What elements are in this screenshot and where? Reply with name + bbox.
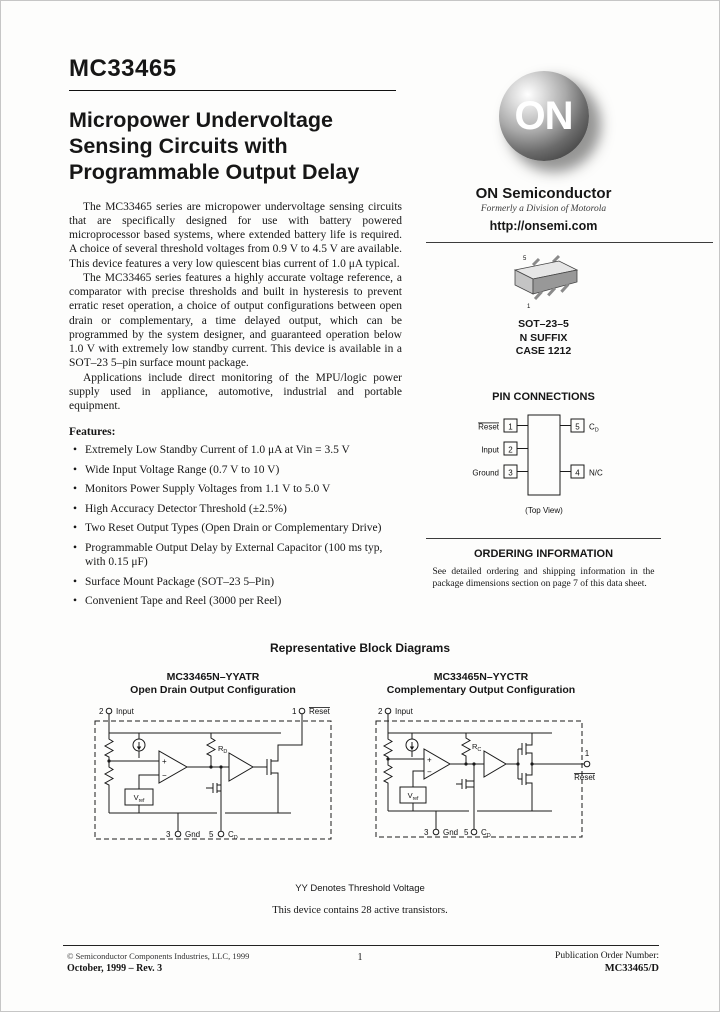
schematic-wires xyxy=(376,708,590,840)
pin2-number: 2 xyxy=(378,707,383,717)
pin-number: 5 xyxy=(574,422,580,432)
features-heading: Features: xyxy=(69,426,116,439)
package-pin1-label: 1 xyxy=(526,304,530,310)
transistor-count-note: This device contains 28 active transistors. xyxy=(272,905,448,916)
feature-item: • Surface Mount Package (SOT–23 5–Pin) xyxy=(73,575,402,589)
cd-pin-label: $C_D$ xyxy=(228,830,238,842)
right-column xyxy=(426,63,661,591)
feature-item: • Extremely Low Standby Current of 1.0 μA at Vin = 3.5 V xyxy=(73,443,402,457)
sot23-package-drawing xyxy=(499,253,589,313)
open-drain-subtitle: Open Drain Output Configuration xyxy=(130,684,296,697)
vref-label: $V_{ref}$ xyxy=(407,791,419,803)
ordering-information-text: See detailed ordering and shipping information in the package dimensions section on page 7 of this data sheet. xyxy=(432,566,655,590)
brand-url: http://onsemi.com xyxy=(489,219,598,233)
page-title-line-1: Micropower Undervoltage xyxy=(69,108,334,132)
intro-paragraph-2: The MC33465 series features a highly accurate voltage reference, a comparator with precise thresholds and built in hysteresis to prevent erratic reset operation, a choice of output configurations between open drain or complementary, a time delayed output, which can be programmed by the system designer, and guaranteed operation below 1.0 V with extremely low standby current. This device is available in a SOT–23 5–pin surface mount package. xyxy=(69,271,402,370)
comparator-minus: − xyxy=(162,771,167,781)
page-title xyxy=(69,107,402,186)
package-suffix: N SUFFIX xyxy=(519,331,568,344)
intro-paragraph-3: Applications include direct monitoring of the MPU/logic power supply used in appliance, automotive, industrial and portable equipment. xyxy=(69,371,402,413)
pin-number: 2 xyxy=(507,445,513,455)
block-diagrams-title: Representative Block Diagrams xyxy=(269,641,451,655)
input-pin-label: Input xyxy=(395,707,413,717)
schematic-wires xyxy=(95,708,331,842)
pin-label-cd: $C_D$ xyxy=(588,422,599,434)
divider-rule xyxy=(426,242,713,243)
pin1-number: 1 xyxy=(292,707,297,717)
left-column xyxy=(69,55,402,614)
pin3-number: 3 xyxy=(166,830,171,840)
feature-item: • Monitors Power Supply Voltages from 1.1 V to 5.0 V xyxy=(73,482,402,496)
pin-label-ground: Ground xyxy=(471,468,499,478)
pin1-number: 1 xyxy=(584,749,590,759)
package-body xyxy=(515,261,577,294)
pin2-number: 2 xyxy=(99,707,104,717)
on-logo xyxy=(499,71,589,161)
brand-name: ON Semiconductor xyxy=(475,185,612,202)
footer-rule xyxy=(63,945,659,946)
comparator-minus: − xyxy=(427,767,432,777)
footer-right xyxy=(555,951,659,974)
date-revision: October, 1999 – Rev. 3 xyxy=(67,963,163,974)
comparator-plus: + xyxy=(427,755,432,765)
pin-number: 4 xyxy=(574,468,580,478)
pin-number: 3 xyxy=(507,468,513,478)
gnd-pin-label: Gnd xyxy=(443,828,459,838)
title-rule xyxy=(69,90,396,91)
ordering-information-title: ORDERING INFORMATION xyxy=(473,547,614,560)
divider-rule xyxy=(426,538,661,539)
copyright-text: © Semiconductor Components Industries, LLC, 1999 xyxy=(67,951,250,961)
pin-label-reset: Reset xyxy=(477,422,499,432)
pin5-number: 5 xyxy=(464,828,469,838)
publication-order-label: Publication Order Number: xyxy=(555,951,659,961)
feature-item: • Programmable Output Delay by External Capacitor (100 ms typ, with 0.15 μF) xyxy=(73,541,402,570)
feature-item: • Wide Input Voltage Range (0.7 V to 10 V) xyxy=(73,463,402,477)
pin-label-input: Input xyxy=(480,445,499,455)
rd-label: $R_D$ xyxy=(218,744,228,756)
package-case: CASE 1212 xyxy=(515,345,572,358)
rc-label: $R_C$ xyxy=(472,742,482,754)
package-name: SOT–23–5 xyxy=(518,318,569,330)
block-diagrams-section xyxy=(1,641,719,916)
input-pin-label: Input xyxy=(116,707,134,717)
page-title-line-3: Programmable Output Delay xyxy=(69,160,360,185)
intro-paragraph-1: The MC33465 series are micropower undervoltage sensing circuits that are specifically designed for use with battery powered microprocessor based systems, where extended battery life is required. A choice of several threshold voltages from 0.9 V to 4.5 V are available. This device features a very low quiescent bias current of 1.0 μA typical. xyxy=(69,200,402,270)
page-number: 1 xyxy=(357,952,363,963)
gnd-pin-label: Gnd xyxy=(185,830,201,840)
feature-item: • Convenient Tape and Reel (3000 per Reel) xyxy=(73,594,402,608)
complementary-schematic xyxy=(366,701,596,861)
threshold-note: YY Denotes Threshold Voltage xyxy=(295,883,425,894)
features-list xyxy=(73,443,402,608)
publication-order-number: MC33465/D xyxy=(604,963,659,974)
pin3-number: 3 xyxy=(424,828,429,838)
on-logo-text: ON xyxy=(514,93,573,138)
reset-pin-label: Reset xyxy=(574,773,595,783)
open-drain-part: MC33465N–YYATR xyxy=(166,671,260,683)
comparator-plus: + xyxy=(162,757,167,767)
pin-diagram-shapes xyxy=(504,415,584,495)
complementary-subtitle: Complementary Output Configuration xyxy=(386,684,576,697)
complementary-part: MC33465N–YYCTR xyxy=(433,671,529,683)
complementary-diagram xyxy=(361,671,601,866)
pin-number: 1 xyxy=(507,422,513,432)
cd-pin-label: $C_D$ xyxy=(481,828,491,840)
pin5-number: 5 xyxy=(209,830,214,840)
on-logo-sphere-icon xyxy=(499,71,589,161)
pin-connections-title: PIN CONNECTIONS xyxy=(492,390,595,403)
brand-tagline: Formerly a Division of Motorola xyxy=(480,204,607,214)
page-title-line-2: Sensing Circuits with xyxy=(69,134,288,159)
pin-label-nc: N/C xyxy=(588,468,603,478)
top-view-caption: (Top View) xyxy=(524,505,563,515)
part-number: MC33465 xyxy=(69,55,177,82)
feature-item: • Two Reset Output Types (Open Drain or Complementary Drive) xyxy=(73,521,402,535)
feature-item: • High Accuracy Detector Threshold (±2.5%) xyxy=(73,502,402,516)
open-drain-schematic xyxy=(83,701,343,866)
package-pin5-label: 5 xyxy=(522,256,526,262)
open-drain-diagram xyxy=(79,671,347,871)
reset-pin-label: Reset xyxy=(309,707,330,717)
pin-connections-diagram xyxy=(444,409,644,521)
vref-label: $V_{ref}$ xyxy=(133,793,145,805)
